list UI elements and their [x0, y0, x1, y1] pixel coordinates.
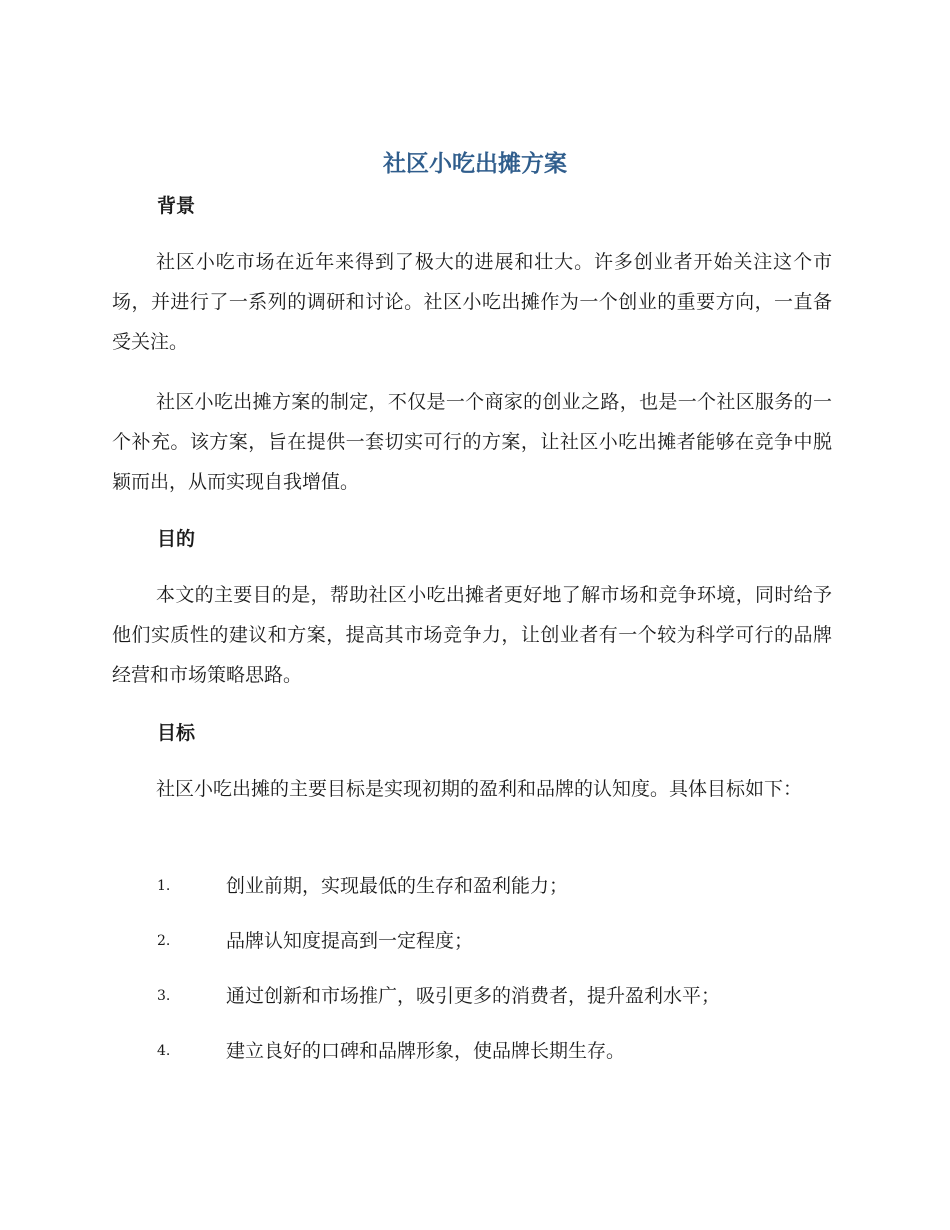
goals-paragraph: 社区小吃出摊的主要目标是实现初期的盈利和品牌的认知度。具体目标如下： [156, 778, 803, 800]
goals-list [0, 868, 950, 1088]
document-title: 社区小吃出摊方案 [383, 151, 567, 177]
background-paragraph-1: 社区小吃市场在近年来得到了极大的进展和壮大。许多创业者开始关注这个市场，并进行了一系列的调研和讨论。社区小吃出摊作为一个创业的重要方向，一直备受关注。 [112, 251, 832, 353]
background-paragraph-2: 社区小吃出摊方案的制定，不仅是一个商家的创业之路，也是一个社区服务的一个补充。该方案，旨在提供一套切实可行的方案，让社区小吃出摊者能够在竞争中脱颖而出，从而实现自我增值。 [112, 391, 832, 493]
list-item [0, 923, 950, 978]
list-item-number: 1. [157, 878, 171, 894]
list-item-text: 通过创新和市场推广，吸引更多的消费者，提升盈利水平； [226, 985, 721, 1007]
list-item-text: 建立良好的口碑和品牌形象，使品牌长期生存。 [226, 1040, 626, 1062]
section-heading-goals: 目标 [157, 722, 196, 744]
purpose-paragraph: 本文的主要目的是，帮助社区小吃出摊者更好地了解市场和竞争环境，同时给予他们实质性的建议和方案，提高其市场竞争力，让创业者有一个较为科学可行的品牌经营和市场策略思路。 [112, 584, 832, 686]
list-item-number: 4. [157, 1043, 171, 1059]
list-item [0, 868, 950, 923]
list-item-number: 3. [157, 988, 171, 1004]
list-item [0, 978, 950, 1033]
list-item-text: 品牌认知度提高到一定程度； [226, 930, 474, 952]
list-item-number: 2. [157, 933, 171, 949]
list-item-text: 创业前期，实现最低的生存和盈利能力； [226, 875, 569, 897]
section-heading-purpose: 目的 [157, 528, 196, 550]
list-item [0, 1033, 950, 1088]
section-heading-background: 背景 [157, 195, 196, 217]
